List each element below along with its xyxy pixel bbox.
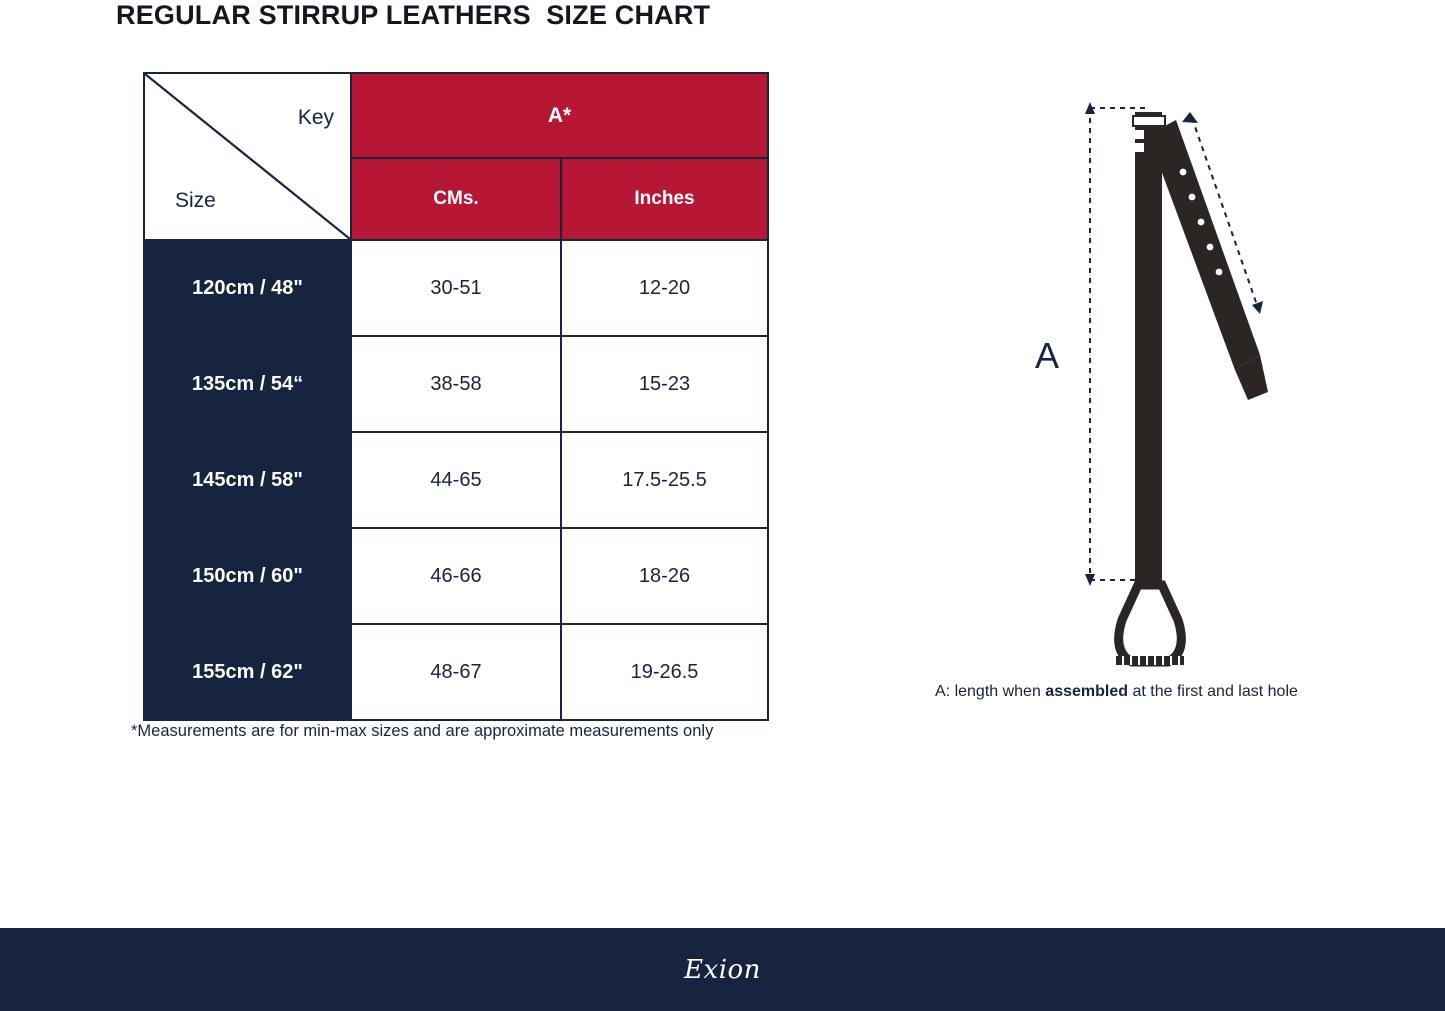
table-corner-cell [144, 73, 351, 240]
table-row [144, 336, 768, 432]
row-size-label: 145cm / 58" [144, 432, 351, 528]
size-label: Size [175, 189, 216, 212]
brand-logo: Exion [684, 954, 761, 985]
caption-text-pre: A: length when [935, 683, 1046, 700]
row-inches-value: 19-26.5 [561, 624, 768, 720]
row-cm-value: 48-67 [351, 624, 561, 720]
dimension-label-a: A [1035, 335, 1060, 376]
row-size-label: 120cm / 48" [144, 240, 351, 336]
table-row [144, 528, 768, 624]
stirrup-leather-diagram [930, 80, 1360, 680]
row-cm-value: 38-58 [351, 336, 561, 432]
table-row [144, 432, 768, 528]
table-row [144, 624, 768, 720]
row-cm-value: 46-66 [351, 528, 561, 624]
row-cm-value: 44-65 [351, 432, 561, 528]
row-size-label: 155cm / 62" [144, 624, 351, 720]
table-row [144, 240, 768, 336]
caption-text-post: at the first and last hole [1128, 683, 1298, 700]
row-size-label: 150cm / 60" [144, 528, 351, 624]
page-title: REGULAR STIRRUP LEATHERS SIZE CHART [116, 0, 711, 30]
row-inches-value: 17.5-25.5 [561, 432, 768, 528]
group-header-a: A* [351, 73, 768, 158]
row-cm-value: 30-51 [351, 240, 561, 336]
caption-text-bold: assembled [1045, 683, 1129, 700]
size-chart-table [143, 72, 769, 721]
column-header-inches: Inches [561, 158, 768, 240]
row-size-label: 135cm / 54“ [144, 336, 351, 432]
stirrup-leather-illustration-icon [930, 80, 1360, 680]
footer-bar [0, 928, 1445, 1011]
diagonal-divider-icon [145, 74, 350, 239]
column-header-cm: CMs. [351, 158, 561, 240]
row-inches-value: 12-20 [561, 240, 768, 336]
footnote: *Measurements are for min-max sizes and are approximate measurements only [131, 722, 714, 740]
diagram-caption [935, 683, 1298, 701]
table-header-row [144, 73, 768, 158]
key-label: Key [297, 106, 334, 129]
row-inches-value: 18-26 [561, 528, 768, 624]
row-inches-value: 15-23 [561, 336, 768, 432]
